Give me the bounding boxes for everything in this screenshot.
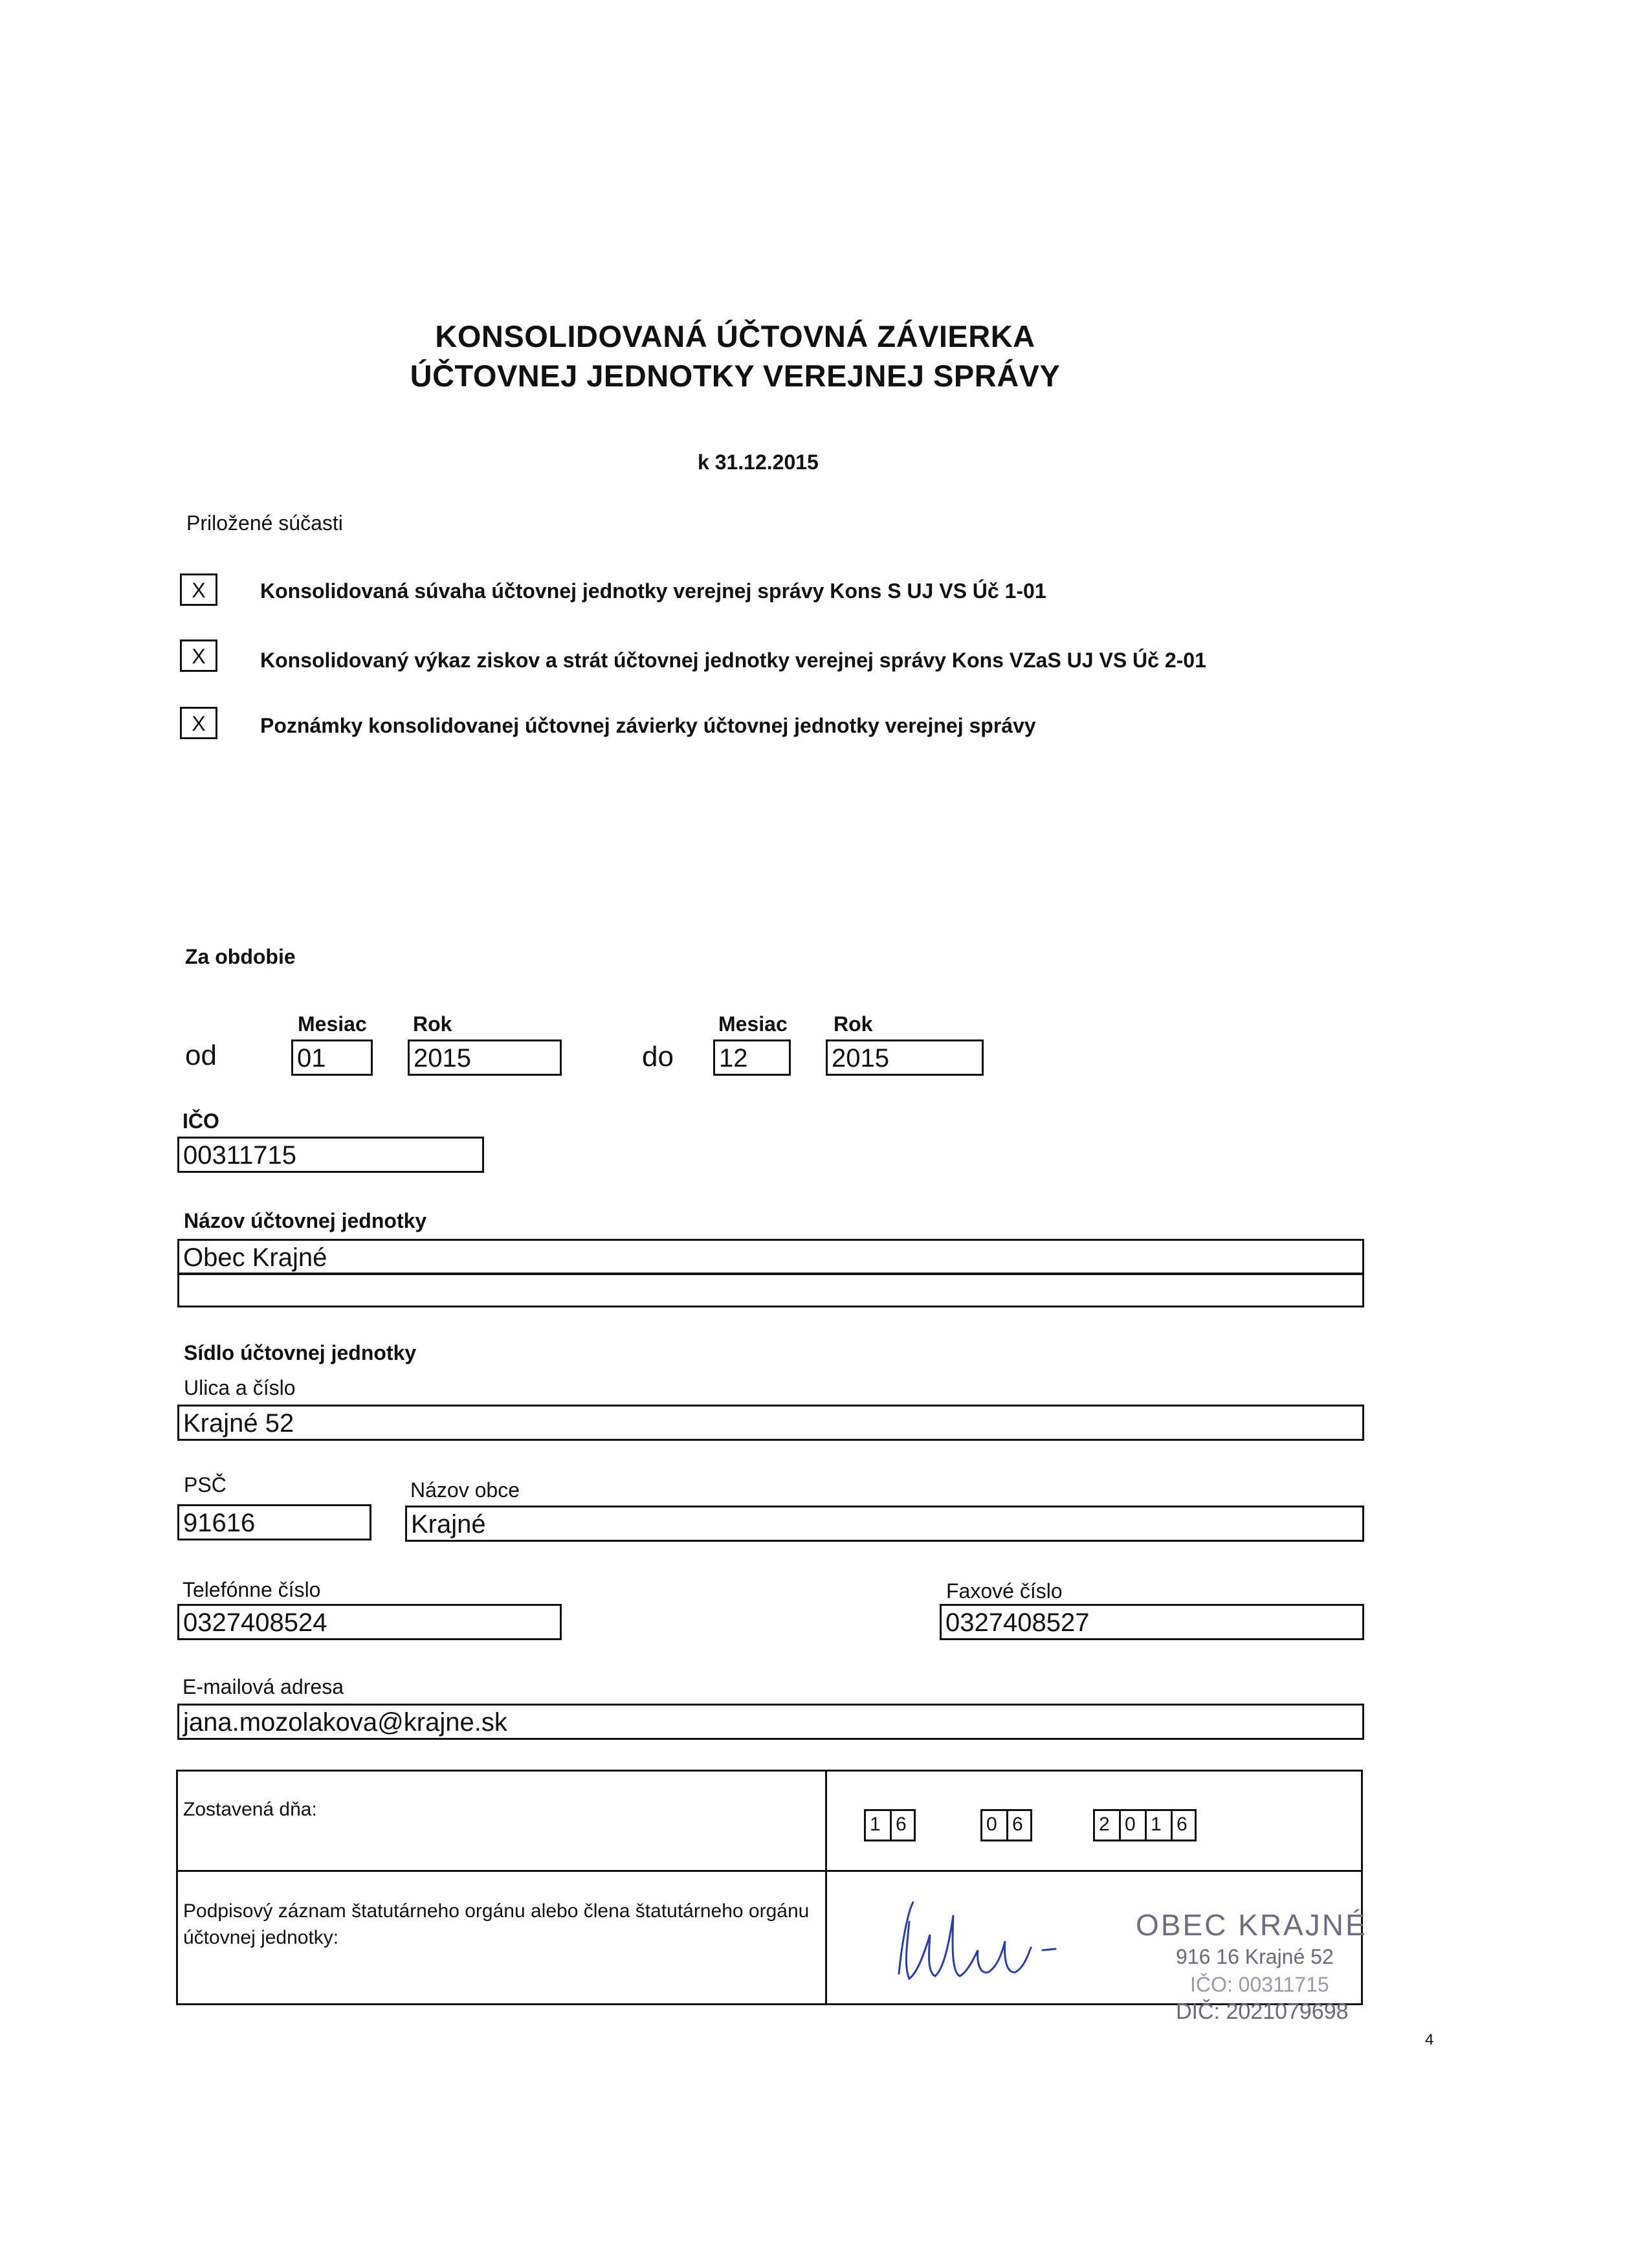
attachment-checkbox-1[interactable]: X	[180, 573, 217, 606]
phone-field[interactable]: 0327408524	[177, 1604, 562, 1640]
ico-label: IČO	[182, 1109, 219, 1133]
stamp-line-2: 916 16 Krajné 52	[1176, 1945, 1334, 1968]
from-label: od	[185, 1040, 217, 1071]
compiled-signature-table	[176, 1770, 1367, 2024]
document-title	[0, 318, 1553, 394]
table-horizontal-divider	[178, 1870, 1361, 1872]
city-label: Názov obce	[410, 1478, 520, 1502]
table-vertical-divider	[825, 1772, 827, 2003]
from-month-field[interactable]: 01	[291, 1040, 373, 1076]
seat-heading: Sídlo účtovnej jednotky	[184, 1341, 417, 1364]
fax-field[interactable]: 0327408527	[940, 1604, 1364, 1640]
compiled-label: Zostavená dňa:	[183, 1799, 317, 1820]
from-year-label: Rok	[413, 1012, 452, 1036]
to-label: do	[642, 1041, 674, 1073]
period-heading: Za obdobie	[185, 945, 296, 968]
compiled-month-digit-2: 6	[1006, 1809, 1032, 1841]
city-field[interactable]: Krajné	[405, 1506, 1364, 1542]
compiled-year[interactable]	[1093, 1809, 1197, 1841]
compiled-year-digit-4: 6	[1171, 1809, 1197, 1841]
unit-name-label: Názov účtovnej jednotky	[184, 1209, 427, 1232]
official-stamp	[1136, 1907, 1433, 2025]
stamp-line-1: OBEC KRAJNÉ	[1136, 1908, 1367, 1942]
to-year-label: Rok	[834, 1012, 873, 1036]
compiled-day-digit-1: 1	[864, 1809, 890, 1841]
compiled-month[interactable]	[980, 1809, 1032, 1841]
email-label: E-mailová adresa	[182, 1675, 344, 1698]
stamp-line-3: IČO: 00311715	[1190, 1973, 1329, 1996]
from-month-label: Mesiac	[298, 1012, 367, 1036]
compiled-day-digit-2: 6	[890, 1809, 916, 1841]
title-line-1: KONSOLIDOVANÁ ÚČTOVNÁ ZÁVIERKA	[435, 319, 1035, 353]
compiled-year-digit-1: 2	[1093, 1809, 1119, 1841]
attachments-heading: Priložené súčasti	[186, 511, 343, 535]
email-field[interactable]: jana.mozolakova@krajne.sk	[177, 1704, 1364, 1740]
handwritten-signature	[890, 1896, 1110, 1986]
attachment-label-2: Konsolidovaný výkaz ziskov a strát účtovnej jednotky verejnej správy Kons VZaS UJ VS Úč 2-01	[260, 649, 1206, 672]
attachment-label-3: Poznámky konsolidovanej účtovnej závierky účtovnej jednotky verejnej správy	[260, 714, 1036, 737]
to-month-label: Mesiac	[718, 1012, 788, 1036]
report-date: k 31.12.2015	[698, 450, 819, 474]
to-month-field[interactable]: 12	[713, 1040, 791, 1076]
street-label: Ulica a číslo	[184, 1376, 296, 1399]
unit-name-field[interactable]: Obec Krajné	[177, 1239, 1364, 1275]
psc-field[interactable]: 91616	[177, 1504, 371, 1540]
psc-label: PSČ	[184, 1473, 227, 1496]
stamp-line-4: DIČ: 2021079698	[1176, 1999, 1349, 2024]
signature-label: Podpisový záznam štatutárneho orgánu alebo člena štatutárneho orgánu účtovnej jednotky:	[183, 1900, 810, 1948]
attachment-checkbox-2[interactable]: X	[180, 639, 217, 672]
to-year-field[interactable]: 2015	[826, 1040, 984, 1076]
phone-label: Telefónne číslo	[182, 1578, 321, 1601]
page-number: 4	[1425, 2031, 1434, 2049]
compiled-day[interactable]	[864, 1809, 916, 1841]
unit-name-field-2[interactable]	[177, 1273, 1364, 1307]
title-line-2: ÚČTOVNEJ JEDNOTKY VEREJNEJ SPRÁVY	[410, 359, 1061, 393]
compiled-month-digit-1: 0	[980, 1809, 1006, 1841]
fax-label: Faxové číslo	[946, 1579, 1063, 1603]
attachment-checkbox-3[interactable]: X	[180, 707, 217, 739]
compiled-year-digit-3: 1	[1145, 1809, 1171, 1841]
street-field[interactable]: Krajné 52	[177, 1405, 1364, 1441]
ico-field[interactable]: 00311715	[177, 1137, 484, 1173]
attachment-label-1: Konsolidovaná súvaha účtovnej jednotky verejnej správy Kons S UJ VS Úč 1-01	[260, 579, 1046, 603]
compiled-year-digit-2: 0	[1119, 1809, 1145, 1841]
from-year-field[interactable]: 2015	[408, 1040, 562, 1076]
